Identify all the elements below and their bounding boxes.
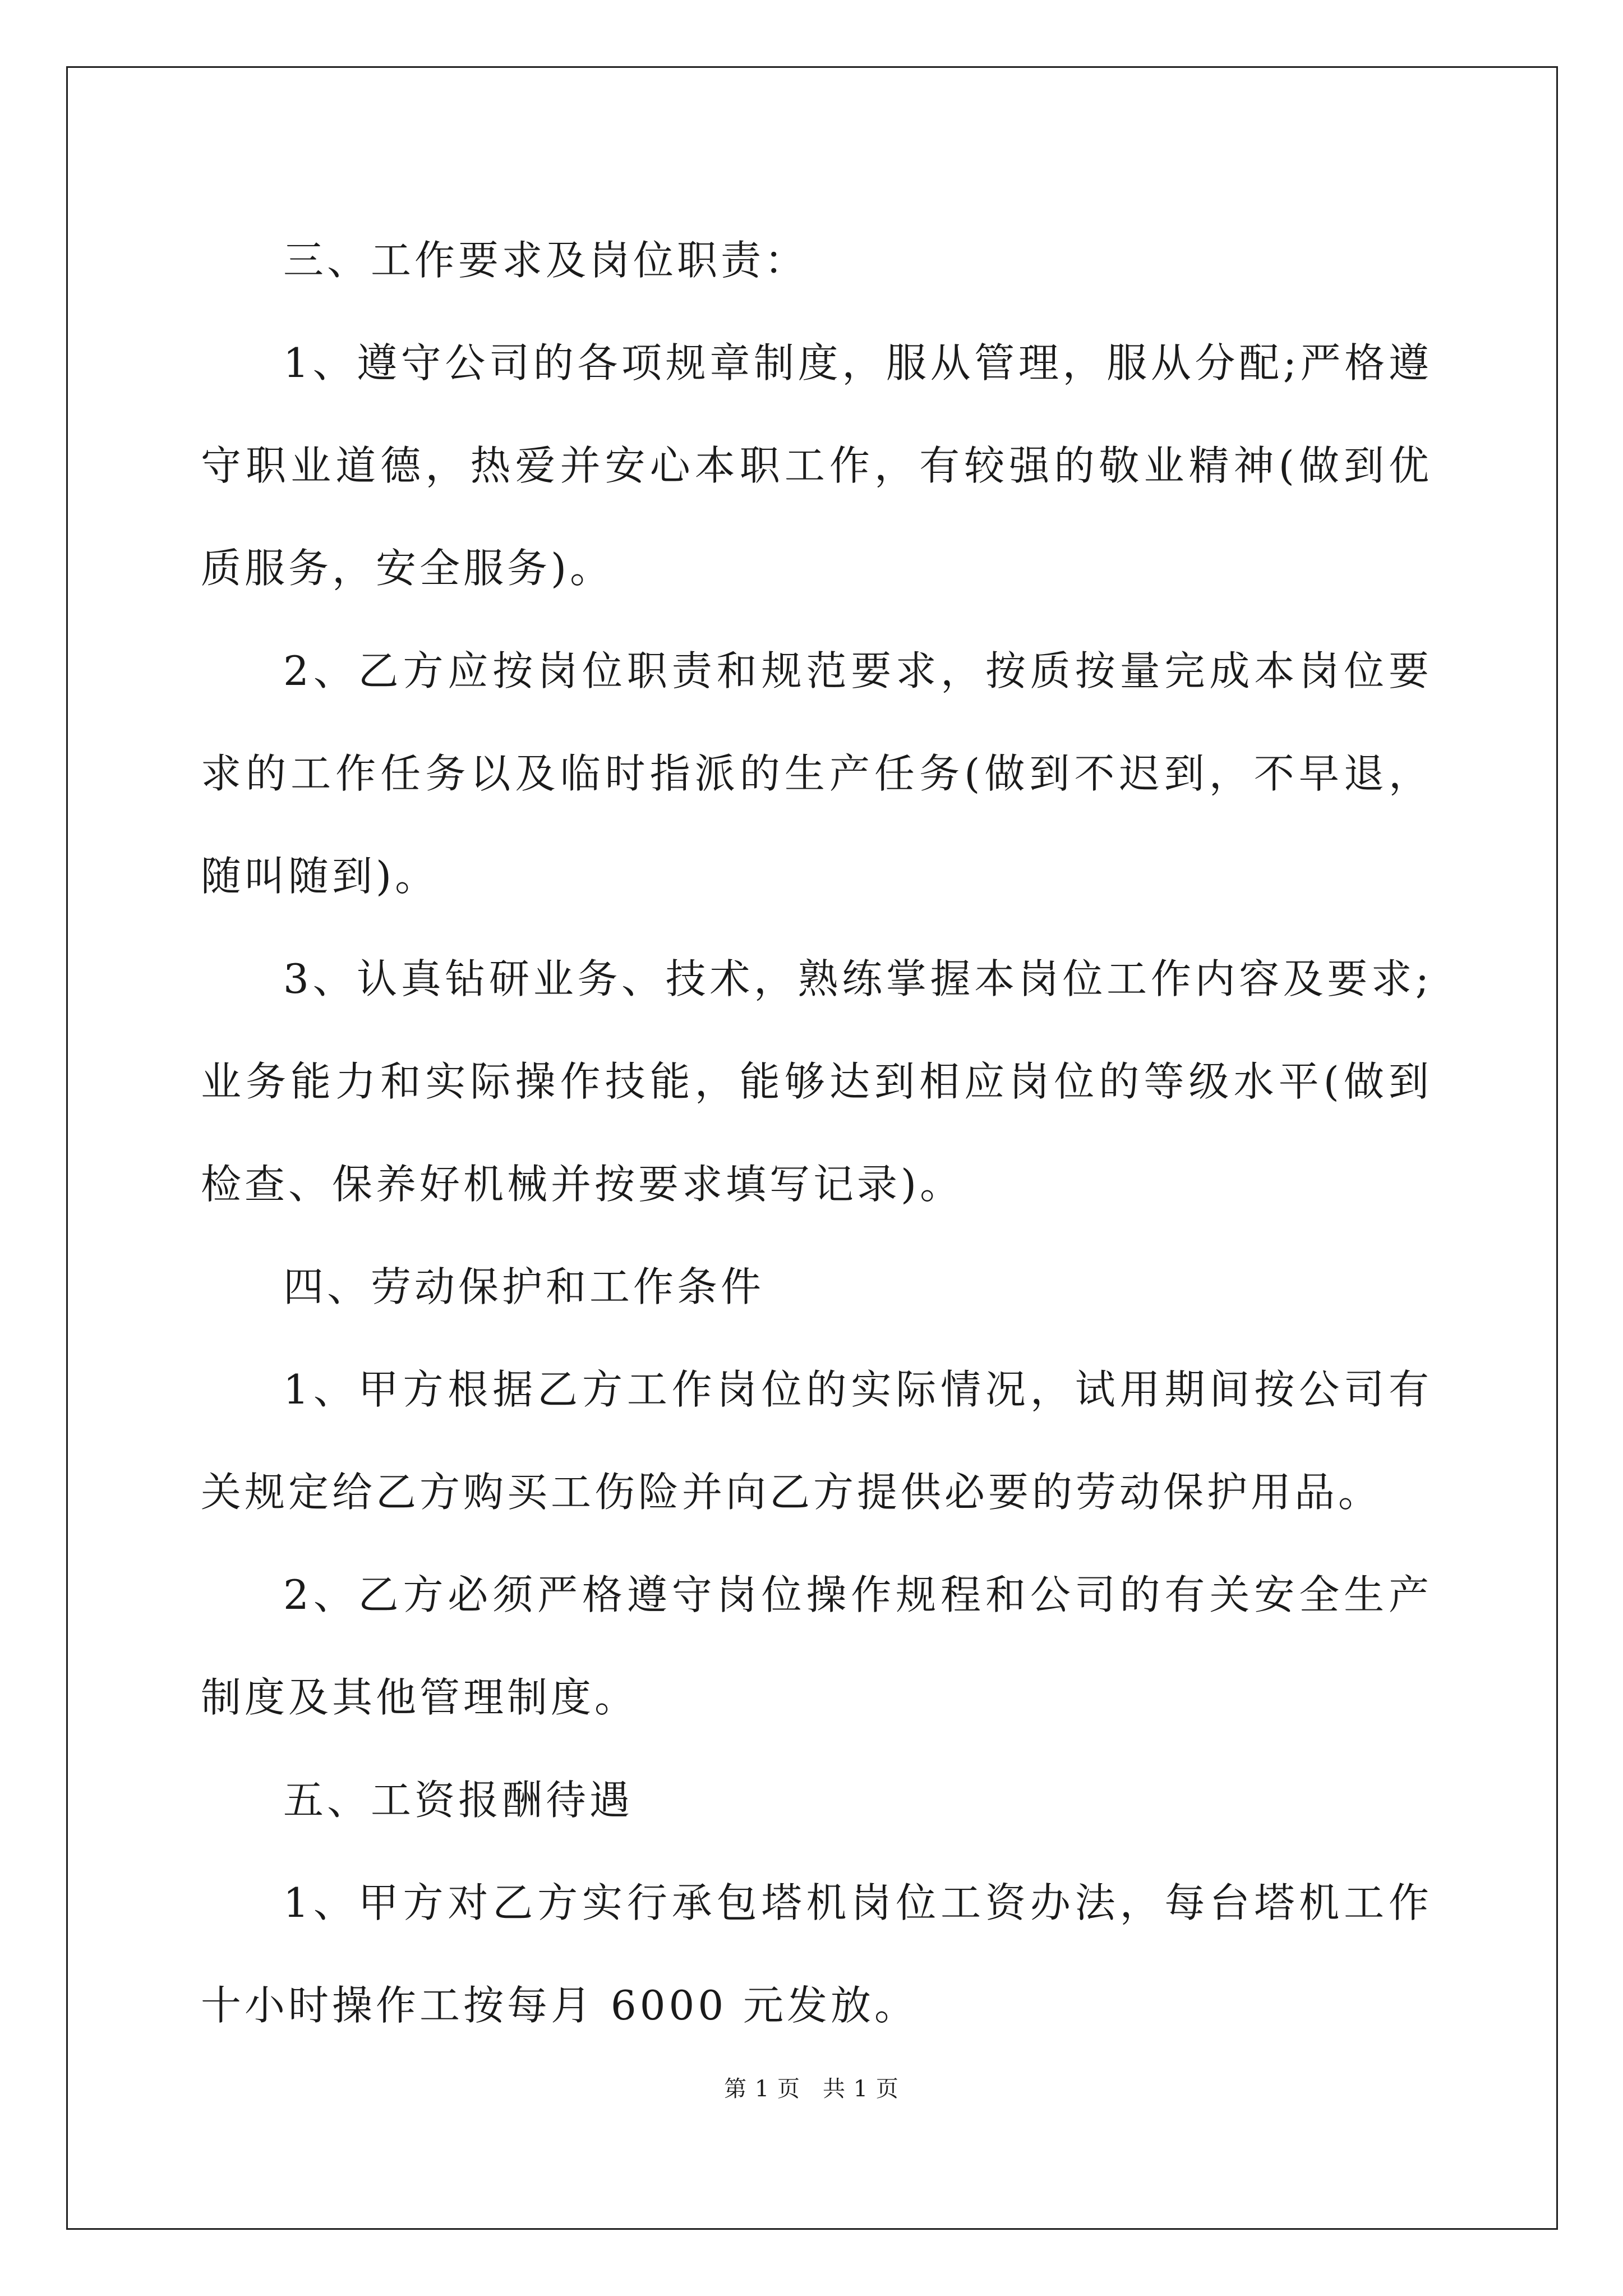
page-footer [0, 2071, 1623, 2103]
page-number: 第 1 页 [724, 2076, 800, 2102]
clause-4-2: 2、乙方必须严格遵守岗位操作规程和公司的有关安全生产制度及其他管理制度。 [201, 1571, 1432, 1721]
heading-section-3: 三、工作要求及岗位职责： [283, 237, 809, 284]
clause-3-1: 1、遵守公司的各项规章制度，服从管理，服从分配;严格遵守职业道德，热爱并安心本职工作，有较强的敬业精神(做到优质服务，安全服务)。 [201, 339, 1432, 592]
clause-3-3: 3、认真钻研业务、技术，熟练掌握本岗位工作内容及要求;业务能力和实际操作技能，能够达到相应岗位的等级水平(做到检查、保养好机械并按要求填写记录)。 [201, 955, 1432, 1208]
heading-section-5: 五、工资报酬待遇 [283, 1777, 634, 1824]
clause-5-1: 1、甲方对乙方实行承包塔机岗位工资办法，每台塔机工作十小时操作工按每月 6000 元发放。 [201, 1879, 1432, 2029]
document-body [201, 209, 1432, 2057]
heading-section-4: 四、劳动保护和工作条件 [283, 1263, 765, 1310]
clause-3-2: 2、乙方应按岗位职责和规范要求，按质按量完成本岗位要求的工作任务以及临时指派的生产任务(做到不迟到，不早退，随叫随到)。 [201, 647, 1432, 900]
clause-4-1: 1、甲方根据乙方工作岗位的实际情况，试用期间按公司有关规定给乙方购买工伤险并向乙方提供必要的劳动保护用品。 [201, 1366, 1432, 1516]
page-total: 共 1 页 [823, 2076, 899, 2102]
